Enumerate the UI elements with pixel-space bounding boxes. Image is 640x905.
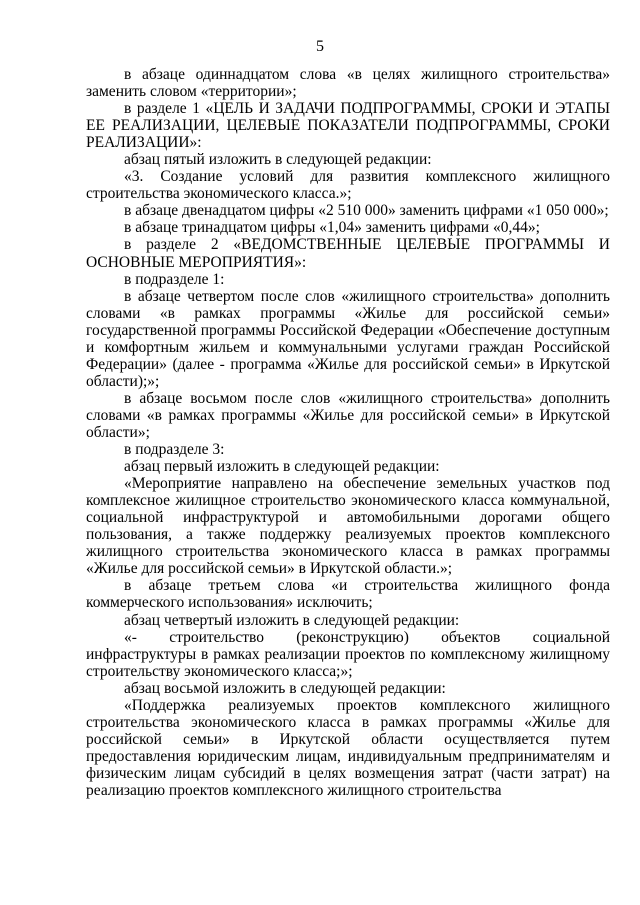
paragraph: абзац первый изложить в следующей редакции: [124, 458, 440, 476]
paragraph: «Мероприятие направлено на обеспечение земельных участков под комплексное жилищное строительство экономического класса коммунальной, социальной инфраструктурой и автомобильными дорогами общего пользования, а также поддержку реализуемых проектов комплексного жилищного строительства экономического класса в рамках программы «Жилье для российской семьи» в Иркутской области.»; [86, 475, 610, 578]
paragraph: в подразделе 1: [124, 270, 225, 288]
paragraph: в абзаце тринадцатом цифры «1,04» заменить цифрами «0,44»; [124, 219, 540, 237]
paragraph: в разделе 2 «ВЕДОМСТВЕННЫЕ ЦЕЛЕВЫЕ ПРОГРАММЫ И ОСНОВНЫЕ МЕРОПРИЯТИЯ»: [86, 236, 610, 271]
paragraph: «Поддержка реализуемых проектов комплексного жилищного строительства экономического класса в рамках программы «Жилье для российской семьи» в Иркутской области осуществляется путем предоставления юридическим лицам, индивидуальным предпринимателям и физическим лицам субсидий в целях возмещения затрат (части затрат) на реализацию проектов комплексного жилищного строительства [86, 696, 610, 799]
paragraph: в разделе 1 «ЦЕЛЬ И ЗАДАЧИ ПОДПРОГРАММЫ, СРОКИ И ЭТАПЫ ЕЕ РЕАЛИЗАЦИИ, ЦЕЛЕВЫЕ ПОКАЗАТЕЛИ ПОДПРОГРАММЫ, СРОКИ РЕАЛИЗАЦИИ»: [86, 100, 610, 152]
page-number: 5 [316, 38, 324, 55]
paragraph: в абзаце двенадцатом цифры «2 510 000» заменить цифрами «1 050 000»; [124, 202, 609, 220]
paragraph: в абзаце восьмом после слов «жилищного строительства» дополнить словами «в рамках программы «Жилье для российской семьи» в Иркутской области»; [86, 389, 610, 441]
paragraph: абзац пятый изложить в следующей редакции: [124, 151, 432, 169]
paragraph: «3. Создание условий для развития комплексного жилищного строительства экономического класса.»; [86, 168, 610, 203]
paragraph: абзац восьмой изложить в следующей редакции: [124, 679, 446, 697]
paragraph: «- строительство (реконструкцию) объектов социальной инфраструктуры в рамках реализации проектов по комплексному жилищному строительству экономического класса;»; [86, 628, 610, 680]
paragraph: в подразделе 3: [124, 441, 225, 459]
paragraph: в абзаце третьем слова «и строительства жилищного фонда коммерческого использования» исключить; [86, 577, 610, 612]
paragraph: абзац четвертый изложить в следующей редакции: [124, 611, 460, 629]
paragraph: в абзаце одиннадцатом слова «в целях жилищного строительства» заменить словом «территории»; [86, 66, 610, 101]
paragraph: в абзаце четвертом после слов «жилищного строительства» дополнить словами «в рамках программы «Жилье для российской семьи» государственной программы Российской Федерации «Обеспечение доступным и комфортным жильем и коммунальными услугами граждан Российской Федерации» (далее - программа «Жилье для российской семьи» в Иркутской области);»; [86, 287, 610, 390]
document-body [86, 66, 610, 799]
